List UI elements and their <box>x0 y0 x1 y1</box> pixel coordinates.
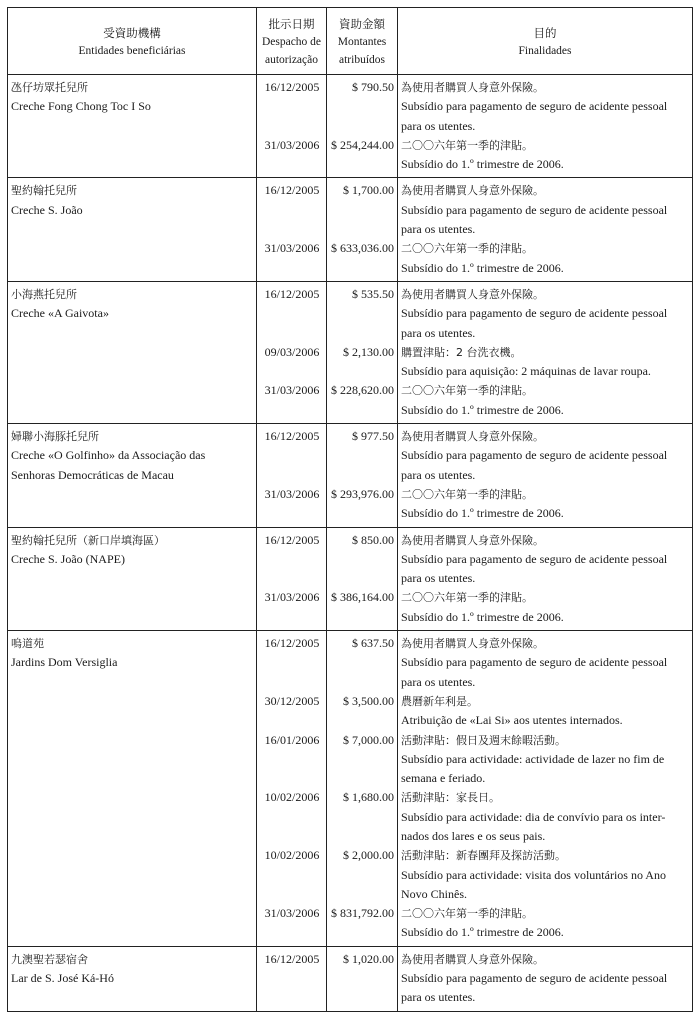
amount-value: $ 7,000.00 <box>343 732 394 747</box>
authorization-date: 10/02/2006 <box>264 790 320 805</box>
amount-value: $ 535.50 <box>352 286 394 301</box>
spacer <box>260 446 324 465</box>
authorization-date: 10/02/2006 <box>264 848 320 863</box>
purpose-line: para os utentes. <box>401 118 476 133</box>
spacer <box>260 117 324 136</box>
purpose-line: 活動津貼：家長日。 <box>401 791 500 805</box>
amount-value: $ 633,036.00 <box>331 241 394 256</box>
spacer <box>260 608 324 627</box>
authorization-date: 16/12/2005 <box>264 80 320 94</box>
amount-cell <box>327 946 398 1011</box>
authorization-date: 31/03/2006 <box>264 590 320 605</box>
spacer <box>260 866 324 885</box>
purpose-cell <box>398 178 693 281</box>
date-cell <box>257 527 327 630</box>
entity-name-zh: 嗚道苑 <box>11 637 44 651</box>
entity-name-pt: Creche «O Golfinho» da Associação das <box>11 448 206 463</box>
purpose-cell <box>398 281 693 423</box>
spacer <box>260 362 324 381</box>
table-body <box>8 75 693 1012</box>
purpose-line: 為使用者購買人身意外保險。 <box>401 287 544 301</box>
spacer <box>330 769 395 788</box>
purpose-line: Subsídio para aquisição: 2 máquinas de lavar roupa. <box>401 364 651 379</box>
purpose-line: Subsídio do 1.º trimestre de 2006. <box>401 925 564 940</box>
header-amount-l3: atribuídos <box>339 54 385 66</box>
amount-value: $ 254,244.00 <box>331 137 394 152</box>
purpose-line: Subsídio para actividade: visita dos voluntários no Ano <box>401 867 666 882</box>
purpose-line: 二〇〇六年第一季的津貼。 <box>401 138 533 152</box>
spacer <box>330 155 395 174</box>
purpose-line: 為使用者購買人身意外保險。 <box>401 637 544 651</box>
amount-cell <box>327 75 398 178</box>
spacer <box>260 885 324 904</box>
authorization-date: 16/01/2006 <box>264 732 320 747</box>
entity-name-pt: Creche S. João (NAPE) <box>11 551 125 566</box>
purpose-line: 為使用者購買人身意外保險。 <box>401 430 544 444</box>
purpose-line: 二〇〇六年第一季的津貼。 <box>401 591 533 605</box>
purpose-line: 二〇〇六年第一季的津貼。 <box>401 384 533 398</box>
amount-cell <box>327 424 398 527</box>
amount-value: $ 850.00 <box>352 532 394 547</box>
header-purpose-zh: 目的 <box>533 26 557 40</box>
purpose-cell <box>398 75 693 178</box>
subsidy-table <box>7 7 693 1012</box>
amount-value: $ 293,976.00 <box>331 486 394 501</box>
purpose-line: 活動津貼：新春團拜及探訪活動。 <box>401 849 566 863</box>
amount-value: $ 1,700.00 <box>343 183 394 198</box>
purpose-line: 二〇〇六年第一季的津貼。 <box>401 907 533 921</box>
header-purpose <box>398 8 693 75</box>
amount-value: $ 790.50 <box>352 80 394 94</box>
purpose-line: Subsídio para actividade: actividade de lazer no fim de <box>401 751 665 766</box>
spacer <box>260 969 324 988</box>
spacer <box>330 362 395 381</box>
amount-value: $ 386,164.00 <box>331 590 394 605</box>
entity-name-pt: Jardins Dom Versiglia <box>11 655 118 670</box>
amount-value: $ 228,620.00 <box>331 383 394 398</box>
table-row <box>8 178 693 281</box>
purpose-line: para os utentes. <box>401 222 476 237</box>
spacer <box>330 653 395 672</box>
spacer <box>260 466 324 485</box>
purpose-line: para os utentes. <box>401 467 476 482</box>
purpose-line: 二〇〇六年第一季的津貼。 <box>401 242 533 256</box>
authorization-date: 31/03/2006 <box>264 486 320 501</box>
spacer <box>330 923 395 942</box>
amount-value: $ 637.50 <box>352 636 394 651</box>
purpose-line: Subsídio para pagamento de seguro de acidente pessoal <box>401 551 668 566</box>
amount-value: $ 831,792.00 <box>331 906 394 921</box>
spacer <box>260 401 324 420</box>
purpose-line: Subsídio para actividade: dia de convívio para os inter- <box>401 809 666 824</box>
entity-cell <box>8 75 257 178</box>
header-entity <box>8 8 257 75</box>
spacer <box>330 550 395 569</box>
table-row <box>8 631 693 947</box>
spacer <box>260 97 324 116</box>
purpose-line: 為使用者購買人身意外保險。 <box>401 533 544 547</box>
spacer <box>330 827 395 846</box>
table-row <box>8 424 693 527</box>
spacer <box>330 808 395 827</box>
amount-value: $ 2,130.00 <box>343 344 394 359</box>
purpose-cell <box>398 631 693 947</box>
authorization-date: 16/12/2005 <box>264 636 320 651</box>
purpose-line: Subsídio do 1.º trimestre de 2006. <box>401 506 564 521</box>
entity-cell <box>8 178 257 281</box>
entity-name-zh: 小海燕托兒所 <box>11 287 77 301</box>
spacer <box>330 504 395 523</box>
purpose-line: para os utentes. <box>401 571 476 586</box>
entity-name-pt: Lar de S. José Ká-Hó <box>11 971 114 986</box>
entity-cell <box>8 281 257 423</box>
spacer <box>330 969 395 988</box>
authorization-date: 16/12/2005 <box>264 429 320 444</box>
header-amount <box>327 8 398 75</box>
entity-cell <box>8 946 257 1011</box>
table-row <box>8 946 693 1011</box>
spacer <box>330 220 395 239</box>
spacer <box>330 259 395 278</box>
date-cell <box>257 178 327 281</box>
spacer <box>260 550 324 569</box>
purpose-line: semana e feriado. <box>401 771 486 786</box>
spacer <box>330 446 395 465</box>
authorization-date: 31/03/2006 <box>264 137 320 152</box>
spacer <box>260 988 324 1007</box>
spacer <box>330 569 395 588</box>
purpose-line: Subsídio do 1.º trimestre de 2006. <box>401 609 564 624</box>
header-entity-zh: 受資助機構 <box>103 26 161 40</box>
purpose-line: para os utentes. <box>401 674 476 689</box>
purpose-line: Subsídio do 1.º trimestre de 2006. <box>401 402 564 417</box>
spacer <box>330 466 395 485</box>
spacer <box>260 304 324 323</box>
purpose-line: Subsídio para pagamento de seguro de acidente pessoal <box>401 202 668 217</box>
spacer <box>260 201 324 220</box>
table-row <box>8 75 693 178</box>
date-cell <box>257 946 327 1011</box>
purpose-line: 為使用者購買人身意外保險。 <box>401 184 544 198</box>
purpose-line: Novo Chinês. <box>401 886 467 901</box>
date-cell <box>257 281 327 423</box>
purpose-line: Subsídio para pagamento de seguro de acidente pessoal <box>401 99 668 114</box>
spacer <box>260 808 324 827</box>
entity-name-zh: 九澳聖若瑟宿舍 <box>11 952 88 966</box>
amount-value: $ 3,500.00 <box>343 693 394 708</box>
spacer <box>260 504 324 523</box>
purpose-line: 購置津貼：2 台洗衣機。 <box>401 345 522 359</box>
purpose-line: Subsídio do 1.º trimestre de 2006. <box>401 260 564 275</box>
purpose-line: 活動津貼：假日及週末餘暇活動。 <box>401 733 566 747</box>
purpose-cell <box>398 527 693 630</box>
purpose-line: 為使用者購買人身意外保險。 <box>401 952 544 966</box>
table-row <box>8 527 693 630</box>
purpose-line: Subsídio para pagamento de seguro de acidente pessoal <box>401 448 668 463</box>
authorization-date: 31/03/2006 <box>264 383 320 398</box>
spacer <box>330 324 395 343</box>
purpose-line: Subsídio para pagamento de seguro de acidente pessoal <box>401 971 668 986</box>
spacer <box>330 885 395 904</box>
header-date-l3: autorização <box>265 54 318 66</box>
header-date-l2: Despacho de <box>261 36 322 48</box>
header-entity-pt: Entidades beneficiárias <box>78 45 186 57</box>
purpose-cell <box>398 424 693 527</box>
amount-value: $ 1,020.00 <box>343 951 394 966</box>
spacer <box>260 569 324 588</box>
purpose-line: Subsídio do 1.º trimestre de 2006. <box>401 157 564 172</box>
spacer <box>330 711 395 730</box>
spacer <box>260 324 324 343</box>
entity-name-pt: Creche «A Gaivota» <box>11 306 109 321</box>
amount-cell <box>327 178 398 281</box>
purpose-line: para os utentes. <box>401 325 476 340</box>
entity-cell <box>8 631 257 947</box>
amount-value: $ 1,680.00 <box>343 790 394 805</box>
spacer <box>260 220 324 239</box>
purpose-line: 為使用者購買人身意外保險。 <box>401 81 544 94</box>
amount-cell <box>327 631 398 947</box>
authorization-date: 16/12/2005 <box>264 286 320 301</box>
entity-cell <box>8 424 257 527</box>
spacer <box>260 653 324 672</box>
entity-name-zh: 氹仔坊眾托兒所 <box>11 81 88 94</box>
spacer <box>330 673 395 692</box>
purpose-line: Subsídio para pagamento de seguro de acidente pessoal <box>401 655 668 670</box>
spacer <box>260 673 324 692</box>
header-amount-l1: 資助金額 <box>339 17 385 31</box>
spacer <box>260 769 324 788</box>
entity-name-zh: 婦聯小海豚托兒所 <box>11 430 99 444</box>
spacer <box>260 750 324 769</box>
authorization-date: 09/03/2006 <box>264 344 320 359</box>
entity-name-pt: Senhoras Democráticas de Macau <box>11 467 174 482</box>
authorization-date: 31/03/2006 <box>264 906 320 921</box>
purpose-line: 二〇〇六年第一季的津貼。 <box>401 487 533 501</box>
spacer <box>260 923 324 942</box>
spacer <box>330 201 395 220</box>
table-header-row <box>8 8 693 75</box>
spacer <box>260 259 324 278</box>
authorization-date: 31/03/2006 <box>264 241 320 256</box>
spacer <box>330 117 395 136</box>
spacer <box>330 608 395 627</box>
spacer <box>330 750 395 769</box>
entity-name-pt: Creche S. João <box>11 202 83 217</box>
spacer <box>330 304 395 323</box>
header-date <box>257 8 327 75</box>
authorization-date: 16/12/2005 <box>264 951 320 966</box>
spacer <box>330 988 395 1007</box>
date-cell <box>257 424 327 527</box>
entity-cell <box>8 527 257 630</box>
amount-cell <box>327 281 398 423</box>
spacer <box>330 97 395 116</box>
purpose-line: para os utentes. <box>401 990 476 1005</box>
purpose-line: Atribuição de «Lai Si» aos utentes internados. <box>401 713 623 728</box>
spacer <box>260 711 324 730</box>
table-row <box>8 281 693 423</box>
header-purpose-pt: Finalidades <box>518 45 572 57</box>
entity-name-zh: 聖約翰托兒所 <box>11 184 77 198</box>
amount-value: $ 2,000.00 <box>343 848 394 863</box>
date-cell <box>257 75 327 178</box>
spacer <box>330 401 395 420</box>
authorization-date: 16/12/2005 <box>264 183 320 198</box>
header-amount-l2: Montantes <box>337 36 387 48</box>
header-date-l1: 批示日期 <box>268 17 315 31</box>
date-cell <box>257 631 327 947</box>
purpose-line: nados dos lares e os seus pais. <box>401 828 546 843</box>
purpose-line: 農曆新年利是。 <box>401 694 478 708</box>
purpose-cell <box>398 946 693 1011</box>
entity-name-zh: 聖約翰托兒所（新口岸填海區） <box>11 533 165 547</box>
entity-name-pt: Creche Fong Chong Toc I So <box>11 99 151 114</box>
spacer <box>330 866 395 885</box>
amount-cell <box>327 527 398 630</box>
authorization-date: 16/12/2005 <box>264 532 320 547</box>
subsidy-document <box>7 7 692 1012</box>
spacer <box>260 155 324 174</box>
spacer <box>260 827 324 846</box>
purpose-line: Subsídio para pagamento de seguro de acidente pessoal <box>401 306 668 321</box>
authorization-date: 30/12/2005 <box>264 693 320 708</box>
amount-value: $ 977.50 <box>352 429 394 444</box>
